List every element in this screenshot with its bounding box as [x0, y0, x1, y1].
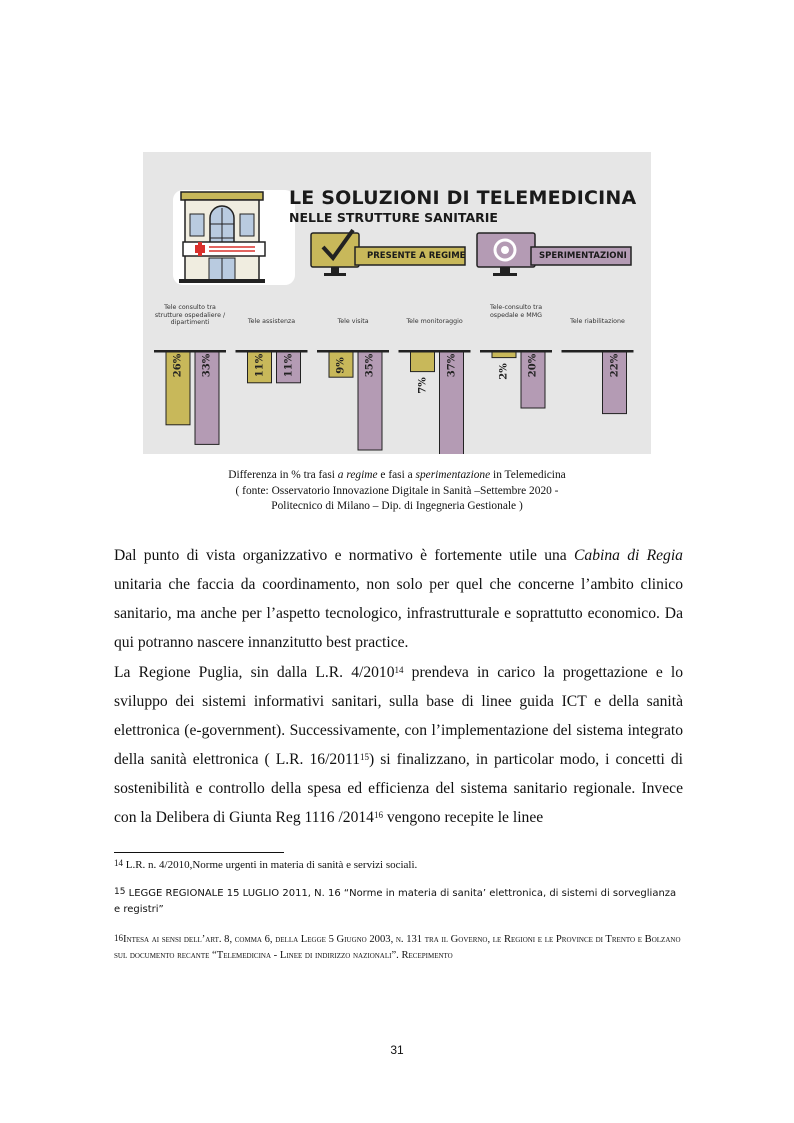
category-label: Tele assistenza: [247, 318, 296, 325]
category-label: Tele-consulto tra ospedale e MMG: [489, 304, 543, 319]
category-label: Tele consulto tra strutture ospedaliere / dipartimenti: [154, 304, 226, 326]
footnote-14: $^{14}$ L.R. n. 4/2010,Norme urgenti in materia di sanità e servizi sociali.: [114, 858, 418, 871]
category-label: Tele riabilitazione: [570, 318, 625, 325]
value-label: 26%: [172, 353, 184, 378]
value-label: 22%: [609, 353, 620, 378]
bar-regime: [492, 352, 516, 358]
footnote-ref-14[interactable]: 14: [394, 665, 404, 675]
paragraph-cabina-di-regia: Dal punto di vista organizzativo e normativo è fortemente utile una Cabina di Regia unitaria che faccia da coordinamento, non solo per quel che concerne l’ambito clinico sanitario, ma anche per l’aspetto tecnologico, infrastrutturale e soprattutto economico. Da qui potranno nascere innanzitutto best practice.: [114, 547, 683, 651]
infographic-subtitle: NELLE STRUTTURE SANITARIE: [289, 210, 498, 225]
paragraph-regione-puglia: La Regione Puglia, sin dalla L.R. 4/2010$^{14}$ prendeva in carico la progettazione e lo sviluppo dei sistemi informativi sanitari, sulla base di linee guida ICT e della sanità elettronica (e-government). Successivamente, con l’implementazione del sistema integrato della sanità elettronica ( L.R. 16/2011$^{15}$) si finalizzano, in particolar modo, i concetti di sostenibilità e controllo della spesa ed efficienza del sistema sanitario regionale. Invece con la Delibera di Giunta Reg 1116 /2014$^{16}$ vengono recepite le linee: [114, 664, 684, 826]
page-number: 31: [390, 1043, 404, 1057]
value-label: 20%: [527, 353, 539, 378]
hospital-icon: [173, 190, 295, 285]
chart-layer: [154, 350, 634, 454]
category-label: Tele visita: [337, 318, 369, 325]
footnote-16: $^{16}$Intesa ai sensi dell’art. 8, comma 6, della Legge 5 Giugno 2003, n. 131 tra il Governo, le Regioni e le Province di Trento e Bolzano sul documento recante “Telemedicina - Linee di indirizzo nazionali”. Recepimento: [114, 933, 681, 961]
value-label: 33%: [201, 353, 213, 378]
caption-line-3: Politecnico di Milano – Dip. di Ingegneria Gestionale ): [271, 500, 523, 512]
footnote-ref-16[interactable]: 16: [373, 810, 383, 820]
bar-regime: [411, 352, 435, 372]
telemedicine-infographic: [143, 152, 651, 454]
footnote-separator: [114, 852, 284, 853]
value-label: 35%: [364, 353, 376, 378]
value-label: 37%: [446, 353, 457, 378]
value-label: 11%: [254, 353, 265, 378]
value-label: 7%: [417, 376, 428, 394]
footnote-ref-15[interactable]: 15: [360, 752, 370, 762]
infographic-title: LE SOLUZIONI DI TELEMEDICINA: [289, 187, 637, 209]
caption-line-2: ( fonte: Osservatorio Innovazione Digitale in Sanità –Settembre 2020 -: [235, 484, 559, 497]
value-label: 2%: [498, 362, 510, 380]
legend-sperimentazioni-label: SPERIMENTAZIONI: [539, 251, 627, 261]
figure-caption: [143, 468, 651, 515]
value-label: 11%: [283, 353, 294, 378]
legend-regime-label: PRESENTE A REGIME: [367, 251, 466, 261]
footnote-15: $^{15}$ LEGGE REGIONALE 15 LUGLIO 2011, N. 16 “Norme in materia di sanita’ elettronica, di sistemi di sorveglianza e registri”: [114, 887, 677, 915]
category-label: Tele monitoraggio: [406, 318, 463, 325]
caption-line-1: Differenza in % tra fasi a regime e fasi a sperimentazione in Telemedicina: [228, 469, 566, 481]
value-label: 9%: [335, 357, 347, 374]
